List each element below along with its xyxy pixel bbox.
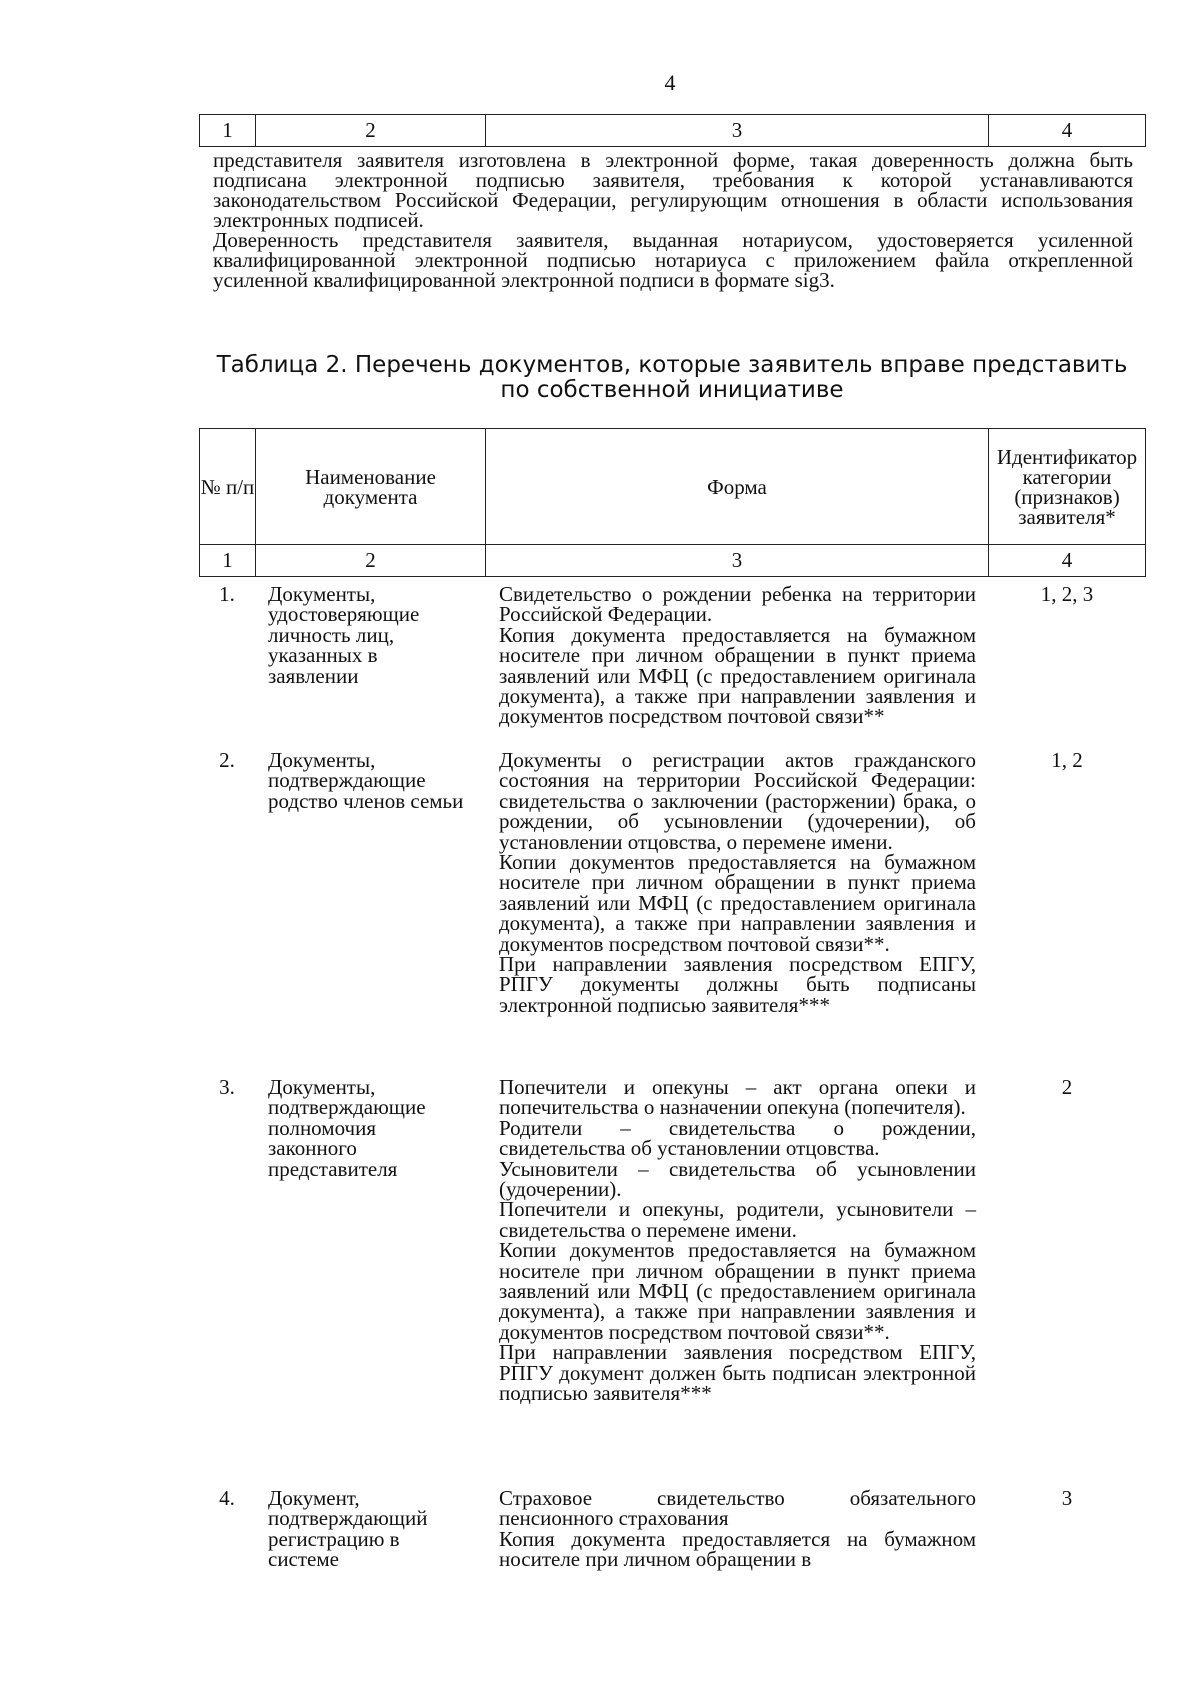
applicant-category: 2 [1061, 1075, 1073, 1099]
form-paragraph: Попечители и опекуны – акт органа опеки и попечительства о назначении опекуна (попечителя). [499, 1075, 976, 1120]
form-paragraph: Копия документа предоставляется на бумажном носителе при личном обращении в пункт приема заявлений или МФЦ (с предоставлением оригинала документа), а также при направлении заявления и документов посредством почтовой связи** [499, 622, 976, 729]
row-number: 3. [219, 1075, 235, 1099]
document-form [499, 1488, 976, 1570]
column-number: 1 [200, 545, 256, 577]
header-name: Наименование документа [256, 429, 486, 545]
column-number: 4 [989, 545, 1146, 577]
column-numbering-row [200, 115, 1146, 147]
continuation-text [213, 150, 1133, 290]
row-number: 2. [219, 748, 235, 772]
paragraph: Доверенность представителя заявителя, выданная нотариусом, удостоверяется усиленной квалифицированной электронной подписью нотариуса с приложением файла открепленной усиленной квалифицированной электронной подписи в формате sig3. [213, 228, 1133, 292]
header-num: № п/п [200, 429, 256, 545]
table-title: Таблица 2. Перечень документов, которые заявитель вправе представить по собственной инициативе [216, 352, 1128, 403]
column-number: 2 [256, 545, 486, 577]
document-name: Документ, подтверждающий регистрацию в системе [268, 1486, 428, 1572]
document-name: Документы, подтверждающие родство членов семьи [268, 748, 464, 813]
form-paragraph: Усыновители – свидетельства об усыновлении (удочерении). [499, 1156, 976, 1202]
form-paragraph: Свидетельство о рождении ребенка на территории Российской Федерации. [499, 582, 976, 627]
form-paragraph: При направлении заявления посредством ЕПГУ, РПГУ документ должен быть подписан электронной подписью заявителя*** [499, 1340, 976, 1406]
header-row [200, 429, 1146, 545]
form-paragraph: Попечители и опекуны, родители, усыновители – свидетельства о перемене имени. [499, 1197, 976, 1242]
form-paragraph: Копии документов предоставляется на бумажном носителе при личном обращении в пункт приема заявлений или МФЦ (с предоставлением оригинала документа), а также при направлении заявления и документов посредством почтовой связи**. [499, 1238, 976, 1344]
paragraph: представителя заявителя изготовлена в электронной форме, такая доверенность должна быть подписана электронной подписью заявителя, требования к которой устанавливаются законодательством Российской Федерации, регулирующим отношения в области использования электронных подписей. [213, 148, 1133, 232]
column-numbering-table [199, 114, 1146, 147]
form-paragraph: При направлении заявления посредством ЕПГУ, РПГУ документы должны быть подписаны электронной подписью заявителя*** [499, 952, 976, 1017]
column-number: 2 [256, 115, 486, 147]
header-category: Идентификатор категории (признаков) заявителя* [989, 429, 1146, 545]
form-paragraph: Копия документа предоставляется на бумажном носителе при личном обращении в [499, 1526, 976, 1572]
column-numbering-row [200, 545, 1146, 577]
document-form [499, 1077, 976, 1404]
column-number: 3 [486, 545, 989, 577]
row-number: 4. [219, 1486, 235, 1510]
row-number: 1. [219, 582, 235, 606]
applicant-category: 1, 2 [1051, 748, 1083, 772]
page-number: 4 [664, 70, 676, 95]
form-paragraph: Копии документов предоставляется на бумажном носителе при личном обращении в пункт приема заявлений или МФЦ (с предоставлением оригинала документа), а также при направлении заявления и документов посредством почтовой связи**. [499, 850, 976, 956]
applicant-category: 1, 2, 3 [1040, 582, 1094, 606]
column-number: 4 [989, 115, 1146, 147]
document-name: Документы, подтверждающие полномочия законного представителя [268, 1075, 426, 1181]
form-paragraph: Родители – свидетельства о рождении, свидетельства об установлении отцовства. [499, 1115, 976, 1161]
document-name: Документы, удостоверяющие личность лиц, указанных в заявлении [268, 582, 420, 688]
form-paragraph: Страховое свидетельство обязательного пенсионного страхования [499, 1486, 976, 1531]
column-number: 3 [486, 115, 989, 147]
header-form: Форма [486, 429, 989, 545]
form-paragraph: Документы о регистрации актов гражданского состояния на территории Российской Федерации: свидетельства о заключении (расторжении) брака, о рождении, об усыновлении (удочерении), об установлении отцовства, о перемене имени. [499, 748, 976, 854]
document-form [499, 584, 976, 727]
table-header [199, 428, 1146, 577]
document-form [499, 750, 976, 1015]
column-number: 1 [200, 115, 256, 147]
applicant-category: 3 [1061, 1486, 1073, 1510]
